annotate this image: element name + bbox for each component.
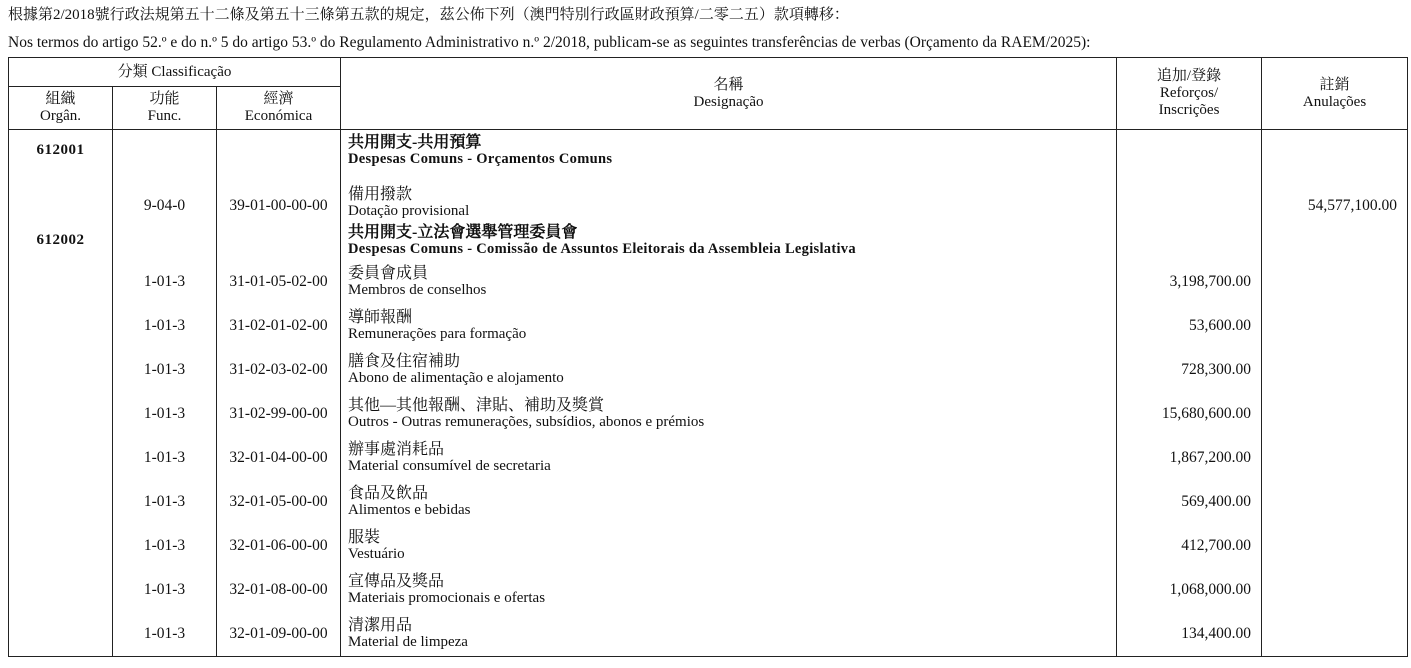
func-code: 1-01-3 [113,392,217,436]
item-designation-pt: Membros de conselhos [348,281,487,298]
reinforcement-amount: 569,400.00 [1117,480,1262,524]
reinforcement-amount [1117,170,1262,222]
reinforcement-amount: 728,300.00 [1117,348,1262,392]
reinforcement-amount: 412,700.00 [1117,524,1262,568]
header-reinforcements-pt2: Inscrições [1158,102,1220,118]
item-designation-zh: 導師報酬 [348,308,413,326]
func-code: 1-01-3 [113,348,217,392]
group-org-code: 612002 [9,222,113,260]
header-reinforcements [1117,58,1262,130]
econ-code: 31-02-03-02-00 [217,348,341,392]
cancellation-amount [1262,348,1408,392]
item-designation [341,612,1117,657]
group-header-row [9,130,1408,170]
econ-code: 31-02-01-02-00 [217,304,341,348]
group-header-row [9,222,1408,260]
item-designation-zh: 食品及飲品 [348,484,429,502]
header-economic-zh: 經濟 [263,91,294,107]
table-row [9,170,1408,222]
table-row [9,348,1408,392]
header-designation-zh: 名稱 [713,76,744,93]
group-designation-zh: 共用開支-立法會選舉管理委員會 [348,223,578,241]
group-designation-pt: Despesas Comuns - Orçamentos Comuns [348,151,613,167]
header-reinforcements-zh: 追加/登錄 [1156,68,1222,84]
item-designation-zh: 委員會成員 [348,264,429,282]
item-designation-zh: 服裝 [348,528,381,546]
reinforcement-amount: 3,198,700.00 [1117,260,1262,304]
item-designation-pt: Outros - Outras remunerações, subsídios, abonos e prémios [348,413,705,430]
func-code: 1-01-3 [113,612,217,657]
header-designation-pt: Designação [693,93,764,110]
item-designation-zh: 其他—其他報酬、津貼、補助及獎賞 [348,396,605,414]
header-cancellations-zh: 註銷 [1319,76,1350,93]
group-org-code: 612001 [9,130,113,170]
cancellation-amount [1262,568,1408,612]
header-economic [217,87,341,130]
func-code: 1-01-3 [113,480,217,524]
item-designation-pt: Vestuário [348,545,405,562]
econ-code: 32-01-05-00-00 [217,480,341,524]
table-row [9,524,1408,568]
header-classification: 分類 Classificação [9,58,341,87]
econ-code: 39-01-00-00-00 [217,170,341,222]
header-organic-zh: 組織 [45,91,76,107]
item-designation-zh: 辦事處消耗品 [348,440,445,458]
cancellation-amount [1262,612,1408,657]
func-code: 1-01-3 [113,260,217,304]
intro-portuguese: Nos termos do artigo 52.º e do n.º 5 do artigo 53.º do Regulamento Administrativo n.º 2/2018, publicam-se as seguintes transferências de verbas (Orçamento da RAEM/2025): [8,34,1091,51]
item-designation-pt: Alimentos e bebidas [348,501,471,518]
item-designation-pt: Abono de alimentação e alojamento [348,369,564,386]
table-row [9,568,1408,612]
func-code: 9-04-0 [113,170,217,222]
func-code: 1-01-3 [113,524,217,568]
header-economic-pt: Económica [244,108,313,124]
header-functional-zh: 功能 [149,91,180,107]
item-designation [341,260,1117,304]
header-organic-pt: Orgân. [40,108,81,124]
item-designation-pt: Materiais promocionais e ofertas [348,589,546,606]
table-row [9,612,1408,657]
item-designation-pt: Dotação provisional [348,202,470,219]
table-row [9,480,1408,524]
reinforcement-amount: 53,600.00 [1117,304,1262,348]
reinforcement-amount: 134,400.00 [1117,612,1262,657]
cancellation-amount [1262,524,1408,568]
func-code: 1-01-3 [113,436,217,480]
header-functional [113,87,217,130]
cancellation-amount [1262,304,1408,348]
cancellation-amount [1262,260,1408,304]
item-designation [341,480,1117,524]
func-code: 1-01-3 [113,568,217,612]
reinforcement-amount: 1,068,000.00 [1117,568,1262,612]
group-designation [341,222,1117,260]
item-designation [341,170,1117,222]
header-cancellations [1262,58,1408,130]
header-cancellations-pt: Anulações [1302,93,1367,110]
reinforcement-amount: 15,680,600.00 [1117,392,1262,436]
header-reinforcements-pt1: Reforços/ [1159,85,1219,101]
econ-code: 32-01-04-00-00 [217,436,341,480]
table-row [9,260,1408,304]
cancellation-amount [1262,392,1408,436]
item-designation [341,392,1117,436]
budget-transfer-table [8,57,1408,657]
header-organic [9,87,113,130]
header-functional-pt: Func. [147,108,182,124]
item-designation-pt: Material de limpeza [348,633,468,650]
item-designation-zh: 宣傳品及獎品 [348,572,445,590]
item-designation [341,436,1117,480]
econ-code: 31-02-99-00-00 [217,392,341,436]
item-designation [341,568,1117,612]
group-designation-pt: Despesas Comuns - Comissão de Assuntos Eleitorais da Assembleia Legislativa [348,240,856,257]
func-code: 1-01-3 [113,304,217,348]
item-designation-zh: 備用撥款 [348,185,413,203]
table-row [9,392,1408,436]
item-designation-pt: Material consumível de secretaria [348,457,551,474]
cancellation-amount [1262,436,1408,480]
header-designation [341,58,1117,130]
item-designation-zh: 膳食及住宿補助 [348,352,461,370]
item-designation-pt: Remunerações para formação [348,325,527,342]
group-designation [341,130,1117,170]
econ-code: 32-01-08-00-00 [217,568,341,612]
cancellation-amount: 54,577,100.00 [1262,170,1408,222]
item-designation [341,348,1117,392]
econ-code: 32-01-06-00-00 [217,524,341,568]
item-designation [341,304,1117,348]
intro-chinese: 根據第2/2018號行政法規第五十二條及第五十三條第五款的規定，茲公佈下列（澳門特別行政區財政預算/二零二五）款項轉移： [8,7,849,23]
reinforcement-amount: 1,867,200.00 [1117,436,1262,480]
econ-code: 32-01-09-00-00 [217,612,341,657]
table-row [9,304,1408,348]
table-row [9,436,1408,480]
item-designation-zh: 清潔用品 [348,616,413,634]
econ-code: 31-01-05-02-00 [217,260,341,304]
group-designation-zh: 共用開支-共用預算 [348,134,482,151]
item-designation [341,524,1117,568]
cancellation-amount [1262,480,1408,524]
